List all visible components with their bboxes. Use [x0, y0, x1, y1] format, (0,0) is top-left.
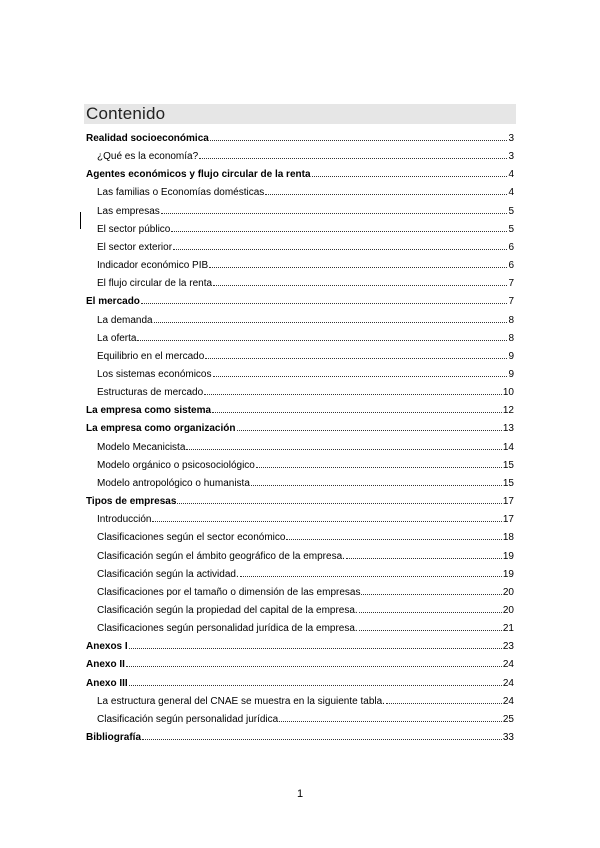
toc-entry-page: 9: [508, 368, 514, 380]
toc-leader-dots: [386, 694, 502, 704]
toc-entry[interactable]: [86, 657, 514, 670]
toc-entry-page: 18: [502, 532, 514, 544]
toc-entry-page: 20: [502, 586, 514, 598]
toc-leader-dots: [186, 440, 502, 450]
toc-entry-title: Clasificaciones según el sector económico: [97, 532, 286, 544]
toc-leader-dots: [212, 403, 502, 413]
toc-entry-page: 3: [508, 133, 514, 144]
toc-entry[interactable]: [97, 712, 514, 725]
toc-leader-dots: [142, 730, 502, 740]
toc-leader-dots: [359, 621, 502, 631]
toc-entry-page: 9: [508, 350, 514, 362]
toc-entry-page: 19: [502, 550, 514, 562]
toc-entry-title: Clasificación según la actividad.: [97, 568, 239, 580]
toc-entry[interactable]: [86, 494, 514, 507]
toc-leader-dots: [251, 476, 502, 486]
toc-leader-dots: [213, 367, 508, 377]
toc-entry-title: Equilibrio en el mercado: [97, 350, 205, 362]
toc-entry[interactable]: [97, 585, 514, 598]
toc-entry-page: 20: [502, 604, 514, 616]
toc-entry-page: 33: [502, 731, 514, 743]
toc-entry-page: 3: [508, 151, 514, 163]
toc-entry-title: Clasificación según el ámbito geográfico de la empresa.: [97, 550, 345, 562]
toc-entry-page: 15: [502, 459, 514, 471]
toc-entry-title: ¿Qué es la economía?: [97, 151, 199, 163]
toc-entry-page: 24: [502, 695, 514, 707]
toc-entry-title: Clasificación según personalidad jurídica: [97, 713, 279, 725]
toc-leader-dots: [205, 349, 507, 359]
toc-leader-dots: [312, 167, 508, 177]
toc-entry-title: Clasificación según la propiedad del capital de la empresa.: [97, 604, 358, 616]
toc-leader-dots: [361, 585, 501, 595]
toc-entry-page: 8: [508, 314, 514, 326]
toc-entry-title: Introducción: [97, 514, 152, 526]
toc-entry-title: Bibliografía: [86, 731, 142, 743]
toc-leader-dots: [346, 549, 502, 559]
toc-entry-page: 25: [502, 713, 514, 725]
toc-entry[interactable]: [97, 385, 514, 398]
toc-entry-page: 23: [502, 641, 514, 653]
toc-entry[interactable]: [97, 512, 514, 525]
toc-entry[interactable]: [97, 240, 514, 253]
toc-entry-title: Modelo orgánico o psicosociológico: [97, 459, 255, 471]
toc-leader-dots: [199, 149, 507, 159]
toc-entry-title: Clasificaciones por el tamaño o dimensión de las empresas: [97, 586, 361, 598]
toc-entry-title: Indicador económico PIB: [97, 260, 209, 271]
toc-leader-dots: [279, 712, 502, 722]
toc-entry-page: 24: [502, 677, 514, 689]
toc-entry[interactable]: [86, 131, 514, 144]
toc-entry[interactable]: [97, 530, 514, 543]
toc-leader-dots: [240, 567, 502, 577]
toc-leader-dots: [141, 294, 508, 304]
toc-leader-dots: [213, 276, 507, 286]
toc-entry[interactable]: [86, 167, 514, 180]
toc-entry[interactable]: [97, 476, 514, 489]
toc-leader-dots: [129, 676, 502, 686]
toc-entry[interactable]: [97, 313, 514, 326]
toc-entry-title: Anexo III: [86, 677, 128, 689]
toc-entry[interactable]: [97, 149, 514, 162]
toc-entry-page: 10: [502, 387, 514, 399]
toc-entry-page: 6: [508, 241, 514, 253]
toc-entry[interactable]: [97, 694, 514, 707]
toc-entry-page: 7: [508, 296, 514, 308]
toc-entry[interactable]: [97, 549, 514, 562]
toc-entry-title: El sector público: [97, 223, 171, 235]
toc-leader-dots: [204, 385, 502, 395]
toc-heading: Contenido: [86, 104, 166, 123]
toc-entry-page: 5: [508, 205, 514, 217]
toc-entry-title: Modelo Mecanicista: [97, 441, 186, 453]
toc-entry[interactable]: [97, 222, 514, 235]
toc-entry[interactable]: [86, 294, 514, 307]
toc-entry-page: 6: [508, 260, 514, 271]
toc-entry[interactable]: [97, 367, 514, 380]
toc-entry-title: Modelo antropológico o humanista: [97, 477, 250, 489]
toc-entry-page: 17: [502, 496, 514, 507]
toc-entry-title: Los sistemas económicos: [97, 368, 212, 380]
toc-leader-dots: [359, 603, 502, 613]
toc-entry[interactable]: [97, 349, 514, 362]
toc-leader-dots: [161, 204, 508, 214]
toc-entry-page: 4: [508, 169, 514, 181]
toc-entry-title: Clasificaciones según personalidad jurídica de la empresa.: [97, 623, 358, 634]
toc-heading-bar: [84, 104, 516, 124]
toc-leader-dots: [177, 494, 501, 504]
toc-entry-page: 8: [508, 332, 514, 344]
toc-entry-title: Agentes económicos y flujo circular de la renta: [86, 169, 311, 181]
toc-entry[interactable]: [97, 185, 514, 198]
toc-entry-page: 15: [502, 477, 514, 489]
toc-leader-dots: [256, 458, 502, 468]
toc-entry-title: Tipos de empresas: [86, 496, 177, 507]
toc-entry-title: Estructuras de mercado: [97, 387, 204, 399]
toc-leader-dots: [152, 512, 501, 522]
toc-entry-title: Realidad socioeconómica: [86, 133, 209, 144]
toc-entry[interactable]: [97, 204, 514, 217]
toc-entry[interactable]: [97, 567, 514, 580]
toc-entry[interactable]: [86, 639, 514, 652]
toc-entry-title: La empresa como organización: [86, 423, 236, 435]
toc-leader-dots: [171, 222, 507, 232]
text-cursor: [80, 212, 81, 229]
toc-entry-page: 12: [502, 405, 514, 417]
toc-entry[interactable]: [86, 403, 514, 416]
toc-entry-title: La empresa como sistema: [86, 405, 212, 417]
toc-entry-page: 19: [502, 568, 514, 580]
toc-leader-dots: [286, 530, 501, 540]
toc-entry-page: 5: [508, 223, 514, 235]
toc-entry[interactable]: [97, 603, 514, 616]
toc-entry-page: 4: [508, 187, 514, 199]
toc-entry-title: La demanda: [97, 314, 153, 326]
toc-entry[interactable]: [86, 421, 514, 434]
toc-entry-page: 7: [508, 278, 514, 290]
toc-entry[interactable]: [97, 276, 514, 289]
toc-entry-title: Anexo II: [86, 659, 125, 671]
toc-leader-dots: [265, 185, 507, 195]
toc-entry-page: 17: [502, 514, 514, 526]
toc-entry-title: La oferta: [97, 332, 137, 344]
toc-leader-dots: [209, 258, 507, 268]
toc-entry-title: Las empresas: [97, 205, 160, 217]
toc-entry-title: Anexos I: [86, 641, 128, 653]
toc-leader-dots: [154, 313, 508, 323]
toc-entry[interactable]: [97, 621, 514, 634]
toc-entry[interactable]: [97, 458, 514, 471]
toc-entry-title: Las familias o Economías domésticas: [97, 187, 265, 199]
toc-leader-dots: [210, 131, 508, 141]
toc-entry-title: El sector exterior: [97, 241, 173, 253]
toc-entry-page: 14: [502, 441, 514, 453]
toc-leader-dots: [173, 240, 507, 250]
toc-leader-dots: [237, 421, 502, 431]
page-number: 1: [296, 788, 304, 800]
toc-entry-title: El flujo circular de la renta: [97, 278, 213, 290]
toc-entry[interactable]: [97, 331, 514, 344]
toc-leader-dots: [137, 331, 507, 341]
toc-entry[interactable]: [97, 258, 514, 271]
toc-leader-dots: [129, 639, 502, 649]
toc-entry[interactable]: [86, 730, 514, 743]
toc-entry-title: El mercado: [86, 296, 140, 308]
toc-entry-title: La estructura general del CNAE se muestra en la siguiente tabla.: [97, 695, 385, 707]
toc-entry-page: 24: [502, 659, 514, 671]
toc-entry-page: 21: [502, 623, 514, 634]
toc-entry[interactable]: [97, 440, 514, 453]
toc-leader-dots: [126, 657, 502, 667]
toc-entry[interactable]: [86, 676, 514, 689]
toc-entry-page: 13: [502, 423, 514, 435]
